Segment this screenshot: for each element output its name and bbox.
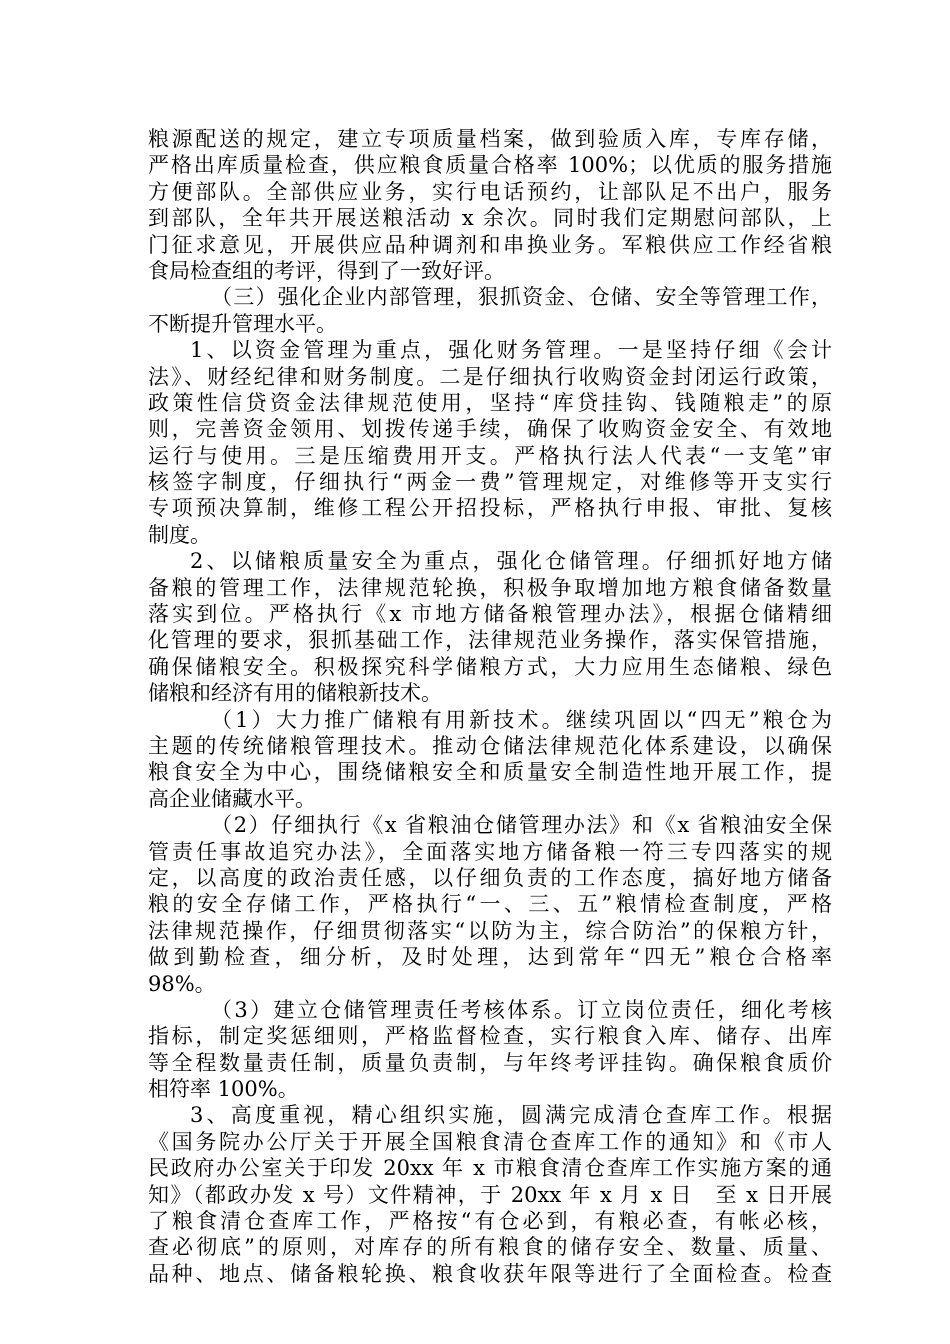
text-line: 粮的安全存储工作，严格执行“一、三、五”粮情检查制度，严格 — [148, 892, 832, 917]
text-line: 品种、地点、储备粮轮换、粮食收获年限等进行了全面检查。检查 — [148, 1261, 832, 1286]
text-line: 方便部队。全部供应业务，实行电话预约，让部队足不出户，服务 — [148, 179, 832, 204]
text-line: 食局检查组的考评，得到了一致好评。 — [148, 258, 505, 283]
text-line: 相符率 100%。 — [148, 1077, 299, 1102]
text-line: 查必彻底”的原则，对库存的所有粮食的储存安全、数量、质量、 — [148, 1235, 832, 1260]
text-line: 落实到位。严格执行《x 市地方储备粮管理办法》，根据仓储精细 — [148, 602, 832, 627]
text-line: 化管理的要求，狠抓基础工作，法律规范业务操作，落实保管措施， — [148, 628, 832, 653]
text-line: 法》、财经纪律和财务制度。二是仔细执行收购资金封闭运行政策， — [148, 364, 832, 389]
text-line: 2、以储粮质量安全为重点，强化仓储管理。仔细抓好地方储 — [190, 549, 832, 574]
text-line: 到部队，全年共开展送粮活动 x 余次。同时我们定期慰问部队，上 — [148, 206, 832, 231]
text-line: 知》（都政办发 x 号）文件精神，于 20xx 年 x 月 x 日 至 x 日开展 — [148, 1182, 832, 1207]
text-line: 主题的传统储粮管理技术。推动仓储法律规范化体系建设，以确保 — [148, 733, 832, 758]
text-line: 制度。 — [148, 522, 211, 547]
text-line: 定，以高度的政治责任感，以仔细负责的工作态度，搞好地方储备 — [148, 865, 832, 890]
text-line: （2）仔细执行《x 省粮油仓储管理办法》和《x 省粮油安全保 — [211, 813, 832, 838]
text-line: 确保储粮安全。积极探究科学储粮方式，大力应用生态储粮、绿色 — [148, 654, 832, 679]
text-line: 法律规范操作，仔细贯彻落实“以防为主，综合防治”的保粮方针， — [148, 918, 832, 943]
text-line: 储粮和经济有用的储粮新技术。 — [148, 681, 442, 706]
text-line: 政策性信贷资金法律规范使用，坚持“库贷挂钩、钱随粮走”的原 — [148, 390, 832, 415]
text-line: 做到勤检查，细分析，及时处理，达到常年“四无”粮仓合格率 — [148, 945, 832, 970]
text-line: 指标，制定奖惩细则，严格监督检查，实行粮食入库、储存、出库 — [148, 1024, 832, 1049]
text-line: （三）强化企业内部管理，狠抓资金、仓储、安全等管理工作， — [211, 285, 832, 310]
text-line: 1、以资金管理为重点，强化财务管理。一是坚持仔细《会计 — [190, 338, 832, 363]
text-line: 则，完善资金领用、划拨传递手续，确保了收购资金安全、有效地 — [148, 417, 832, 442]
text-line: （1）大力推广储粮有用新技术。继续巩固以“四无”粮仓为 — [211, 707, 832, 732]
body-text — [148, 126, 832, 1287]
text-line: （3）建立仓储管理责任考核体系。订立岗位责任，细化考核 — [211, 997, 832, 1022]
text-line: 运行与使用。三是压缩费用开支。严格执行法人代表“一支笔”审 — [148, 443, 832, 468]
text-line: 民政府办公室关于印发 20xx 年 x 市粮食清仓查库工作实施方案的通 — [148, 1156, 832, 1181]
text-line: 了粮食清仓查库工作，严格按“有仓必到，有粮必查，有帐必核， — [148, 1209, 832, 1234]
text-line: 高企业储藏水平。 — [148, 786, 316, 811]
text-line: 门征求意见，开展供应品种调剂和串换业务。军粮供应工作经省粮 — [148, 232, 832, 257]
text-line: 不断提升管理水平。 — [148, 311, 337, 336]
text-line: 《国务院办公厅关于开展全国粮食清仓查库工作的通知》和《市人 — [148, 1129, 832, 1154]
text-line: 等全程数量责任制，质量负责制，与年终考评挂钩。确保粮食质价 — [148, 1050, 832, 1075]
text-line: 管责任事故追究办法》，全面落实地方储备粮一符三专四落实的规 — [148, 839, 832, 864]
text-line: 核签字制度，仔细执行“两金一费”管理规定，对维修等开支实行 — [148, 470, 832, 495]
text-line: 备粮的管理工作，法律规范轮换，积极争取增加地方粮食储备数量 — [148, 575, 832, 600]
text-line: 粮食安全为中心，围绕储粮安全和质量安全制造性地开展工作，提 — [148, 760, 832, 785]
text-line: 专项预决算制，维修工程公开招投标，严格执行申报、审批、复核 — [148, 496, 832, 521]
text-line: 严格出库质量检查，供应粮食质量合格率 100%；以优质的服务措施 — [148, 153, 832, 178]
text-line: 粮源配送的规定，建立专项质量档案，做到验质入库，专库存储， — [148, 127, 832, 151]
text-line: 3、高度重视，精心组织实施，圆满完成清仓查库工作。根据 — [190, 1103, 832, 1128]
text-line: 98%。 — [148, 971, 216, 996]
